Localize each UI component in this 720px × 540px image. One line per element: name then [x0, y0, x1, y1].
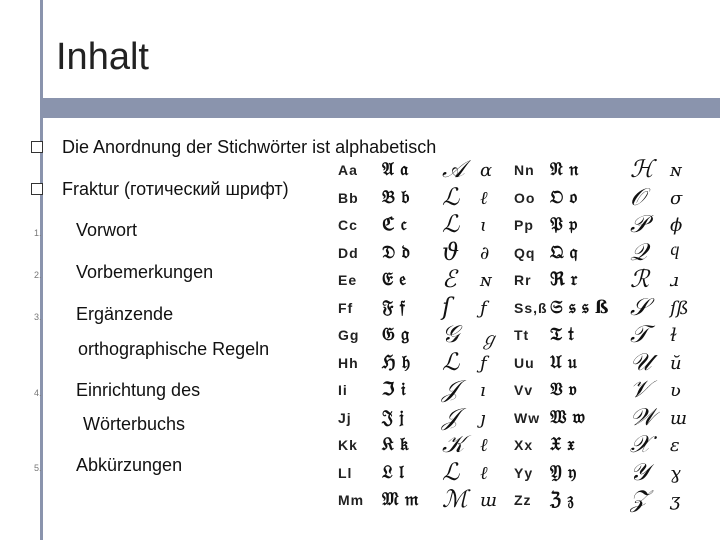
fraktur-frak-left: 𝔅 𝔟: [382, 186, 410, 208]
fraktur-cur-left: ℰ: [442, 265, 457, 293]
fraktur-cur2-right: σ: [670, 187, 683, 209]
fraktur-latin-right: Ss,ß: [514, 299, 548, 316]
fraktur-cur2-left: ƒ: [480, 297, 487, 319]
list-number: 1.: [34, 228, 42, 238]
fraktur-cur2-left: ƒ: [480, 352, 487, 374]
fraktur-latin-left: Dd: [338, 244, 359, 261]
fraktur-cur-right: 𝒲: [630, 402, 656, 431]
fraktur-cur2-left: ɯ: [480, 490, 498, 511]
list-number: 2.: [34, 270, 42, 280]
fraktur-frak-right: 𝔗 𝔱: [550, 324, 574, 345]
fraktur-latin-right: Rr: [514, 272, 532, 288]
fraktur-cur2-right: ɣ: [670, 462, 681, 484]
fraktur-latin-left: Ii: [338, 382, 348, 398]
fraktur-cur2-right: ŭ: [670, 352, 682, 374]
list-number: 4.: [34, 388, 42, 398]
list-item-text-continued: orthographische Regeln: [78, 339, 270, 359]
fraktur-frak-left: 𝔄 𝔞: [382, 159, 409, 180]
fraktur-cur-right: 𝒰: [630, 347, 652, 376]
fraktur-frak-left: 𝔊 𝔤: [382, 324, 410, 345]
fraktur-latin-right: Pp: [514, 217, 534, 233]
fraktur-cur2-left: ℊ: [480, 329, 498, 350]
fraktur-cur-right: 𝒱: [630, 375, 650, 403]
fraktur-latin-right: Tt: [514, 327, 530, 343]
fraktur-cur2-right: ɴ: [670, 160, 682, 181]
fraktur-cur-left: ℒ: [442, 347, 460, 376]
fraktur-cur2-right: ɹ: [670, 270, 680, 291]
fraktur-cur-left: ſ: [442, 292, 451, 321]
list-item-text-continued: Wörterbuchs: [83, 414, 186, 434]
fraktur-frak-right: ℨ 𝔷: [550, 489, 574, 510]
fraktur-frak-left: 𝔐 𝔪: [382, 489, 419, 510]
fraktur-latin-right: Uu: [514, 354, 535, 371]
fraktur-frak-left: 𝔈 𝔢: [382, 269, 407, 290]
list-item-text: Vorbemerkungen: [76, 262, 214, 282]
bullet-text: Fraktur (готический шрифт): [62, 179, 289, 199]
bullet-square-icon: [31, 183, 43, 195]
fraktur-frak-right: 𝔛 𝔵: [550, 434, 575, 455]
fraktur-cur2-right: ſß: [670, 297, 689, 319]
fraktur-frak-right: 𝔔 𝔮: [550, 241, 578, 263]
fraktur-frak-left: 𝔉 𝔣: [382, 296, 406, 318]
fraktur-cur-right: 𝒬: [630, 237, 648, 266]
fraktur-frak-left: ℭ 𝔠: [382, 214, 407, 235]
fraktur-latin-right: Qq: [514, 244, 536, 261]
fraktur-cur-left: 𝒜: [442, 155, 465, 183]
list-number: 3.: [34, 312, 42, 322]
fraktur-latin-right: Vv: [514, 382, 534, 398]
fraktur-cur2-left: ȷ: [480, 407, 486, 429]
fraktur-latin-left: Cc: [338, 217, 358, 233]
fraktur-latin-left: Kk: [338, 437, 358, 453]
fraktur-cur2-right: ɯ: [670, 407, 688, 429]
fraktur-frak-right: ℜ 𝔯: [550, 269, 578, 290]
list-item-text: Abkürzungen: [76, 455, 183, 475]
fraktur-cur-left: ℒ: [442, 457, 460, 486]
list-item-text: Vorwort: [76, 220, 138, 240]
fraktur-latin-right: Oo: [514, 189, 536, 206]
fraktur-cur-right: 𝒫: [630, 210, 648, 238]
fraktur-cur-left: ϑ: [442, 237, 460, 266]
fraktur-frak-right: 𝔑 𝔫: [550, 159, 579, 180]
fraktur-cur2-left: ℓ: [480, 462, 488, 484]
fraktur-frak-left: 𝔎 𝔨: [382, 434, 409, 455]
fraktur-cur-right: ℛ: [630, 265, 650, 293]
fraktur-frak-left: 𝔇 𝔡: [382, 241, 410, 263]
fraktur-latin-right: Nn: [514, 162, 535, 178]
fraktur-cur2-right: ɛ: [670, 435, 680, 456]
fraktur-cur-left: 𝒦: [442, 430, 465, 458]
fraktur-alphabet-table: [330, 150, 720, 540]
title-underline-gap: [0, 98, 40, 118]
fraktur-latin-left: Ff: [338, 299, 354, 316]
fraktur-cur-left: ℒ: [442, 210, 460, 238]
fraktur-cur-right: ℋ: [630, 155, 654, 183]
title-underline-bar: [0, 98, 720, 118]
fraktur-cur-left: ℒ: [442, 182, 460, 211]
fraktur-latin-left: Mm: [338, 492, 365, 508]
fraktur-cur2-right: ʋ: [670, 380, 681, 401]
fraktur-cur2-right: ϕ: [670, 215, 683, 236]
fraktur-frak-right: 𝔖 𝔰 𝔰 ß: [550, 296, 609, 318]
fraktur-frak-right: 𝔚 𝔴: [550, 406, 585, 428]
fraktur-cur-left: ℳ: [442, 485, 468, 513]
fraktur-frak-left: 𝔏 𝔩: [382, 461, 404, 483]
fraktur-latin-left: Gg: [338, 327, 360, 343]
fraktur-frak-right: 𝔜 𝔶: [550, 461, 577, 483]
fraktur-frak-left: 𝔍 𝔧: [382, 406, 404, 428]
fraktur-cur-right: 𝒮: [630, 292, 649, 321]
fraktur-cur-right: 𝒴: [630, 457, 649, 486]
fraktur-latin-right: Xx: [514, 437, 534, 453]
list-item-text: Ergänzende: [76, 304, 174, 324]
fraktur-frak-right: 𝔙 𝔳: [550, 379, 577, 400]
fraktur-cur-right: 𝒳: [630, 430, 651, 458]
fraktur-cur2-right: ɫ: [670, 325, 677, 346]
fraktur-frak-right: 𝔓 𝔭: [550, 214, 578, 235]
fraktur-frak-right: 𝔒 𝔬: [550, 186, 578, 208]
fraktur-cur2-left: α: [480, 160, 493, 181]
fraktur-latin-left: Hh: [338, 354, 359, 371]
fraktur-latin-right: Zz: [514, 492, 532, 508]
fraktur-cur-left: 𝒥: [442, 402, 459, 431]
title-underline-fill: [43, 98, 720, 118]
fraktur-frak-right: 𝔘 𝔲: [550, 351, 577, 373]
list-number: 5.: [34, 463, 42, 473]
fraktur-cur2-left: ∂: [480, 242, 490, 264]
list-item-text: Einrichtung des: [76, 380, 201, 400]
fraktur-latin-left: Aa: [338, 162, 358, 178]
fraktur-frak-left: ℌ 𝔥: [382, 351, 411, 373]
fraktur-cur2-left: ɴ: [480, 270, 492, 291]
page-title: Inhalt: [56, 36, 149, 78]
fraktur-latin-right: Ww: [514, 409, 541, 426]
fraktur-latin-left: Bb: [338, 189, 359, 206]
fraktur-cur2-left: ı: [480, 380, 486, 401]
fraktur-cur2-left: ℓ: [480, 435, 488, 456]
fraktur-cur2-right: ϥ: [670, 242, 680, 264]
fraktur-cur-left: 𝒢: [442, 320, 460, 348]
fraktur-latin-left: Ee: [338, 272, 358, 288]
fraktur-frak-left: ℑ 𝔦: [382, 379, 406, 400]
fraktur-cur-left: 𝒥: [442, 375, 459, 403]
bullet-square-icon: [31, 141, 43, 153]
fraktur-cur-right: 𝒵: [630, 485, 649, 513]
fraktur-cur2-left: ɩ: [480, 215, 488, 236]
fraktur-latin-right: Yy: [514, 464, 534, 481]
fraktur-latin-left: Jj: [338, 409, 352, 426]
fraktur-cur-right: 𝒯: [630, 320, 649, 348]
fraktur-cur2-right: ʒ: [670, 490, 681, 511]
fraktur-cur-right: 𝒪: [630, 182, 646, 211]
bullet-text: Die Anordnung der Stichwörter ist alphabetisch: [62, 137, 437, 157]
fraktur-cur2-left: ℓ: [480, 187, 488, 209]
fraktur-latin-left: Ll: [338, 464, 353, 481]
